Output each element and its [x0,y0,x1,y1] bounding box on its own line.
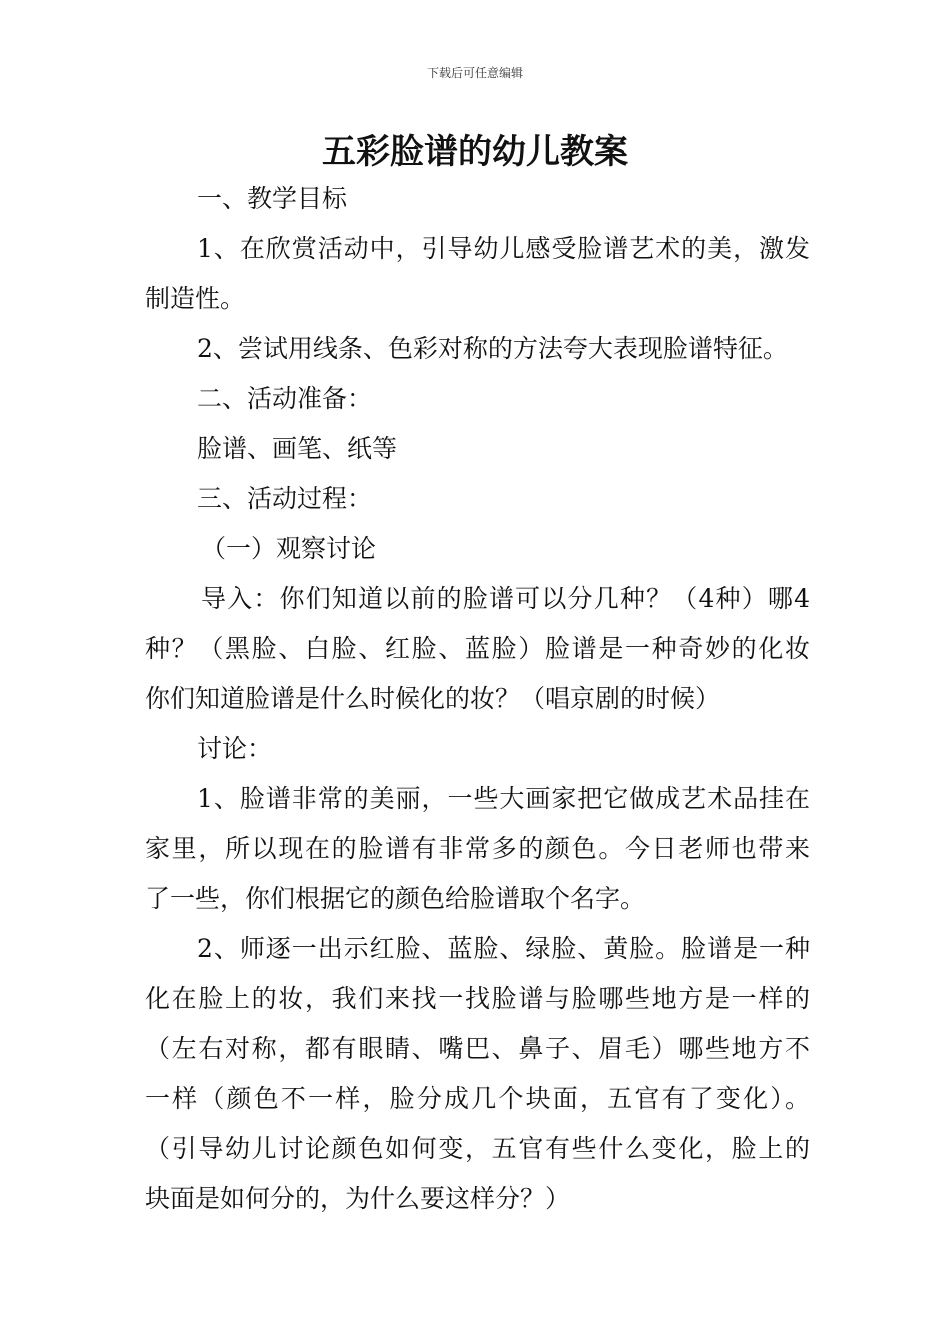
header-note: 下载后可任意编辑 [426,66,523,80]
paragraph-line: 1、脸谱非常的美丽，一些大画家把它做成艺术品挂在 [197,784,810,813]
section-heading-process: 三、活动过程： [197,484,373,513]
paragraph-line: 了一些，你们根据它的颜色给脸谱取个名字。 [145,884,646,913]
paragraph-line: 块面是如何分的，为什么要这样分？） [145,1184,571,1213]
paragraph-line: 导入：你们知道以前的脸谱可以分几种？（4种）哪4 [201,584,810,613]
paragraph-line: 讨论： [197,734,273,763]
paragraph-line: （引导幼儿讨论颜色如何变，五官有些什么变化，脸上的 [145,1134,810,1163]
paragraph-line: 一样（颜色不一样，脸分成几个块面，五官有了变化）。 [145,1084,810,1113]
paragraph-line: 制造性。 [145,284,246,313]
document-body [145,174,810,1224]
paragraph-line: 家里，所以现在的脸谱有非常多的颜色。今日老师也带来 [145,834,810,863]
paragraph-line: 2、师逐一出示红脸、蓝脸、绿脸、黄脸。脸谱是一种 [197,934,810,963]
section-heading-preparation: 二、活动准备： [197,384,373,413]
paragraph-line: 你们知道脸谱是什么时候化的妆？（唱京剧的时候） [145,684,721,713]
paragraph-line: 2、尝试用线条、色彩对称的方法夸大表现脸谱特征。 [197,334,788,363]
document-title: 五彩脸谱的幼儿教案 [322,132,628,172]
paragraph-line: 脸谱、画笔、纸等 [197,434,398,463]
paragraph-line: （左右对称，都有眼睛、嘴巴、鼻子、眉毛）哪些地方不 [145,1034,810,1063]
paragraph-line: 1、在欣赏活动中，引导幼儿感受脸谱艺术的美，激发 [197,234,810,263]
paragraph-line: 种？（黑脸、白脸、红脸、蓝脸）脸谱是一种奇妙的化妆 [145,634,810,663]
section-heading-goals: 一、教学目标 [197,184,348,213]
paragraph-line: 化在脸上的妆，我们来找一找脸谱与脸哪些地方是一样的 [145,984,810,1013]
subsection-heading-observe: （一）观察讨论 [201,534,377,563]
